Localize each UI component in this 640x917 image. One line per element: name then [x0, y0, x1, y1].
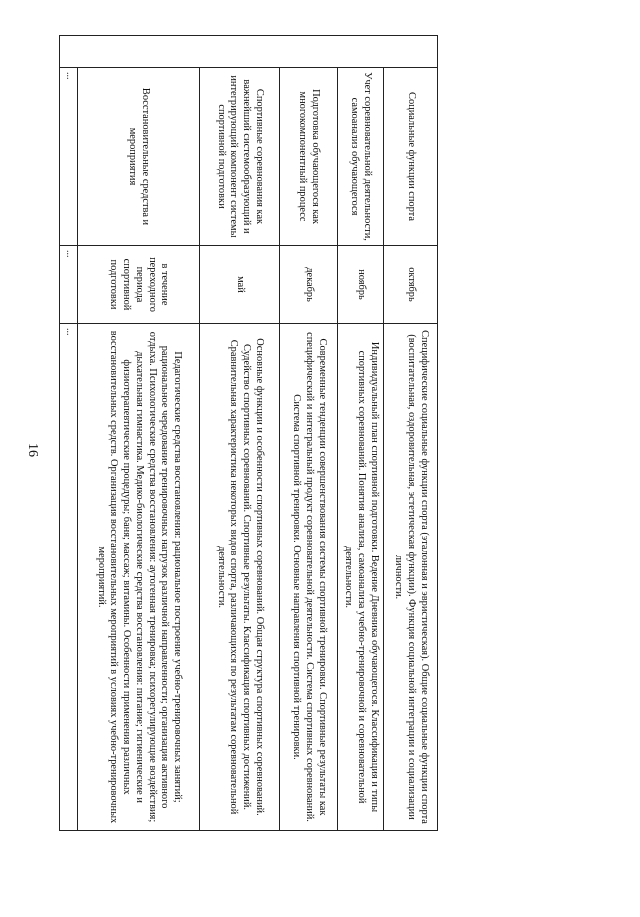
month-cell: декабрь [280, 246, 338, 324]
topic-cell: Восстановительные средства и мероприятия [78, 68, 200, 246]
content-cell: Педагогические средства восстановления: рациональное построение учебно-тренировочных занятий; рациональное чередование тренировочных нагрузок различной направленности; организация активного отдыха. Психологические средства восстановления: аутогенная тренировка; психорегулирующие воздействия; дыхательная гимнастика. Медико-биологические средства восстановления: питание; гигиенические и физиотерапевтические процедуры; баня; массаж; витамины. Особенности применения различных восстановительных средств. Организация восстановительных мероприятий в условиях учебно-тренировочных мероприятий. [78, 324, 200, 831]
content-cell: Специфические социальные функции спорта (эталонная и эвристическая). Общие социальные функции спорта (воспитательная, оздоровительная, эстетическая функции). Функция социальной интеграции и социализации личности. [384, 324, 438, 831]
page-number: 16 [25, 443, 40, 457]
content-cell: ... [60, 324, 78, 831]
topic-cell: ... [60, 68, 78, 246]
table-row [280, 36, 338, 831]
topic-cell: Учет соревновательной деятельности, самоанализ обучающегося [338, 68, 384, 246]
content-cell: Основные функции и особенности спортивных соревнований. Общая структура спортивных соревнований. Судейство спортивных соревнований. Спортивные результаты. Классификация спортивных достижений. Сравнительная характеристика некоторых видов спорта, различающихся по результатам соревновательной деятельности. [200, 324, 280, 831]
topic-cell: Спортивные соревнования как важнейший системообразующий и интегрирующий компонент системы спортивной подготовки [200, 68, 280, 246]
topic-cell: Социальные функции спорта [384, 68, 438, 246]
month-cell: октябрь [384, 246, 438, 324]
month-cell: ноябрь [338, 246, 384, 324]
table-row [384, 36, 438, 831]
table-row [338, 36, 384, 831]
program-table [59, 35, 438, 831]
content-cell: Индивидуальный план спортивной подготовки. Ведение Дневника обучающегося. Классификация и типы спортивных соревнований. Понятия анализа, самоанализа учебно-тренировочной и соревновательной деятельности. [338, 324, 384, 831]
topic-cell: Подготовка обучающегося как многокомпонентный процесс [280, 68, 338, 246]
month-cell: ... [60, 246, 78, 324]
month-cell: в течение переходного периода спортивной подготовки [78, 246, 200, 324]
table-row [60, 36, 78, 831]
content-cell: Современные тенденции совершенствования системы спортивной тренировки. Спортивные результаты как специфический и интегральный продукт соревновательной деятельности. Система спортивных соревнований. Система спортивной тренировки. Основные направления спортивной тренировки. [280, 324, 338, 831]
table-row [200, 36, 280, 831]
table-wrapper [60, 35, 438, 830]
table-row [78, 36, 200, 831]
section-cell [60, 36, 438, 68]
month-cell: май [200, 246, 280, 324]
